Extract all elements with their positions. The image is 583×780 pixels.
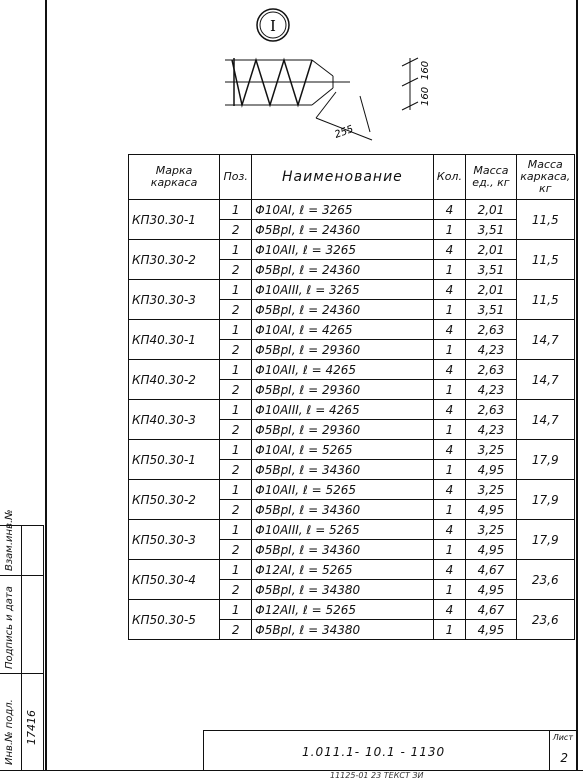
row-qty: 1 <box>433 460 466 480</box>
stamp-replace-inv: Взам.инв.№ <box>4 509 15 571</box>
row-name: Φ10AIII, ℓ = 5265 <box>252 520 433 540</box>
table-header-row <box>129 155 575 200</box>
stamp-sign-date: Подпись и дата <box>4 586 15 669</box>
row-mass: 4,23 <box>466 420 516 440</box>
row-pos: 2 <box>220 500 252 520</box>
table-row <box>129 440 575 460</box>
dim-top-label: 160 <box>420 60 431 80</box>
spec-body <box>129 200 575 640</box>
row-qty: 4 <box>433 320 466 340</box>
row-qty: 4 <box>433 560 466 580</box>
spec-table <box>128 154 575 640</box>
table-row <box>129 240 575 260</box>
row-mass: 3,25 <box>466 520 516 540</box>
frame-total-mass: 17,9 <box>516 520 574 560</box>
row-pos: 2 <box>220 580 252 600</box>
row-name: Φ5BpI, ℓ = 29360 <box>252 380 433 400</box>
row-mass: 3,25 <box>466 440 516 460</box>
row-qty: 4 <box>433 240 466 260</box>
row-name: Φ5BpI, ℓ = 34380 <box>252 580 433 600</box>
title-block <box>203 730 576 771</box>
row-mass: 4,95 <box>466 500 516 520</box>
row-pos: 1 <box>220 400 252 420</box>
frame-total-mass: 14,7 <box>516 400 574 440</box>
row-qty: 1 <box>433 620 466 640</box>
header-pos: Поз. <box>220 155 252 200</box>
row-qty: 4 <box>433 360 466 380</box>
row-pos: 2 <box>220 300 252 320</box>
row-qty: 4 <box>433 280 466 300</box>
row-pos: 2 <box>220 540 252 560</box>
row-mass: 2,01 <box>466 280 516 300</box>
frame-mark: КП50.30-3 <box>129 520 220 560</box>
row-pos: 1 <box>220 520 252 540</box>
header-mass-frame: Масса каркаса, кг <box>516 155 574 200</box>
row-mass: 3,51 <box>466 220 516 240</box>
row-name: Φ10AI, ℓ = 5265 <box>252 440 433 460</box>
header-name: Наименование <box>252 155 433 200</box>
row-pos: 2 <box>220 420 252 440</box>
document-code: 1.011.1- 10.1 - 1130 <box>302 745 446 759</box>
row-name: Φ5BpI, ℓ = 34360 <box>252 540 433 560</box>
frame-mark: КП40.30-1 <box>129 320 220 360</box>
frame-mark: КП40.30-2 <box>129 360 220 400</box>
frame-total-mass: 17,9 <box>516 480 574 520</box>
dim-diag-label: 255 <box>333 123 355 141</box>
detail-drawing <box>0 0 583 160</box>
row-qty: 1 <box>433 500 466 520</box>
row-mass: 2,63 <box>466 400 516 420</box>
table-row <box>129 520 575 540</box>
row-mass: 3,51 <box>466 260 516 280</box>
row-name: Φ12AI, ℓ = 5265 <box>252 560 433 580</box>
row-mass: 3,25 <box>466 480 516 500</box>
row-name: Φ10AI, ℓ = 3265 <box>252 200 433 220</box>
table-row <box>129 200 575 220</box>
row-qty: 4 <box>433 400 466 420</box>
row-qty: 1 <box>433 540 466 560</box>
sheet-box <box>549 731 576 771</box>
row-pos: 1 <box>220 280 252 300</box>
row-pos: 2 <box>220 340 252 360</box>
left-stamp <box>0 509 44 770</box>
row-pos: 1 <box>220 560 252 580</box>
row-mass: 4,95 <box>466 460 516 480</box>
frame-mark: КП50.30-1 <box>129 440 220 480</box>
frame-mark: КП40.30-3 <box>129 400 220 440</box>
row-name: Φ5BpI, ℓ = 24360 <box>252 300 433 320</box>
header-mark: Марка каркаса <box>129 155 220 200</box>
row-qty: 4 <box>433 600 466 620</box>
row-name: Φ5BpI, ℓ = 29360 <box>252 420 433 440</box>
table-row <box>129 480 575 500</box>
row-name: Φ10AII, ℓ = 4265 <box>252 360 433 380</box>
taper-top <box>312 60 333 76</box>
row-pos: 1 <box>220 320 252 340</box>
row-mass: 4,67 <box>466 560 516 580</box>
frame-total-mass: 11,5 <box>516 280 574 320</box>
row-pos: 2 <box>220 620 252 640</box>
row-qty: 1 <box>433 380 466 400</box>
row-pos: 2 <box>220 460 252 480</box>
row-mass: 2,01 <box>466 240 516 260</box>
row-name: Φ5BpI, ℓ = 34380 <box>252 620 433 640</box>
stamp-inv-value: 17416 <box>25 710 38 745</box>
row-mass: 2,63 <box>466 360 516 380</box>
row-mass: 2,01 <box>466 200 516 220</box>
table-row <box>129 360 575 380</box>
row-name: Φ10AII, ℓ = 5265 <box>252 480 433 500</box>
row-name: Φ12AII, ℓ = 5265 <box>252 600 433 620</box>
frame-mark: КП50.30-2 <box>129 480 220 520</box>
row-pos: 1 <box>220 200 252 220</box>
dim-bottom-label: 160 <box>420 86 431 106</box>
row-pos: 1 <box>220 440 252 460</box>
row-qty: 4 <box>433 520 466 540</box>
row-name: Φ5BpI, ℓ = 34360 <box>252 500 433 520</box>
row-name: Φ5BpI, ℓ = 24360 <box>252 260 433 280</box>
table-row <box>129 600 575 620</box>
frame-mark: КП50.30-5 <box>129 600 220 640</box>
table-row <box>129 320 575 340</box>
callout-label: I <box>270 17 276 35</box>
row-pos: 2 <box>220 380 252 400</box>
row-name: Φ10AIII, ℓ = 3265 <box>252 280 433 300</box>
row-name: Φ5BpI, ℓ = 24360 <box>252 220 433 240</box>
row-qty: 4 <box>433 440 466 460</box>
row-qty: 1 <box>433 220 466 240</box>
table-row <box>129 280 575 300</box>
table-row <box>129 400 575 420</box>
row-mass: 4,95 <box>466 580 516 600</box>
row-qty: 4 <box>433 480 466 500</box>
header-mass-unit: Масса ед., кг <box>466 155 516 200</box>
row-name: Φ10AII, ℓ = 3265 <box>252 240 433 260</box>
row-mass: 3,51 <box>466 300 516 320</box>
row-pos: 2 <box>220 260 252 280</box>
header-qty: Кол. <box>433 155 466 200</box>
frame-total-mass: 11,5 <box>516 240 574 280</box>
row-mass: 4,23 <box>466 340 516 360</box>
taper-bottom <box>312 88 333 105</box>
sheet-number: 2 <box>560 751 568 765</box>
row-name: Φ10AI, ℓ = 4265 <box>252 320 433 340</box>
row-pos: 1 <box>220 600 252 620</box>
frame-mark: КП30.30-1 <box>129 200 220 240</box>
frame-total-mass: 17,9 <box>516 440 574 480</box>
frame-mark: КП30.30-3 <box>129 280 220 320</box>
row-pos: 1 <box>220 480 252 500</box>
frame-total-mass: 23,6 <box>516 560 574 600</box>
frame-total-mass: 11,5 <box>516 200 574 240</box>
row-qty: 1 <box>433 580 466 600</box>
row-mass: 4,23 <box>466 380 516 400</box>
stamp-inv-no: Инв.№ подл. <box>4 699 15 765</box>
footer-note: 11125-01 23 ТЕКСТ ЗИ <box>330 771 424 780</box>
row-pos: 1 <box>220 240 252 260</box>
row-qty: 4 <box>433 200 466 220</box>
row-pos: 1 <box>220 360 252 380</box>
row-qty: 1 <box>433 300 466 320</box>
row-name: Φ5BpI, ℓ = 29360 <box>252 340 433 360</box>
frame-mark: КП30.30-2 <box>129 240 220 280</box>
frame-total-mass: 14,7 <box>516 320 574 360</box>
row-name: Φ5BpI, ℓ = 34360 <box>252 460 433 480</box>
frame-total-mass: 14,7 <box>516 360 574 400</box>
sheet-label: Лист <box>552 733 573 742</box>
row-pos: 2 <box>220 220 252 240</box>
row-qty: 1 <box>433 420 466 440</box>
row-mass: 4,67 <box>466 600 516 620</box>
frame-mark: КП50.30-4 <box>129 560 220 600</box>
row-name: Φ10AIII, ℓ = 4265 <box>252 400 433 420</box>
row-qty: 1 <box>433 260 466 280</box>
table-row <box>129 560 575 580</box>
row-mass: 2,63 <box>466 320 516 340</box>
row-mass: 4,95 <box>466 540 516 560</box>
row-mass: 4,95 <box>466 620 516 640</box>
frame-total-mass: 23,6 <box>516 600 574 640</box>
row-qty: 1 <box>433 340 466 360</box>
